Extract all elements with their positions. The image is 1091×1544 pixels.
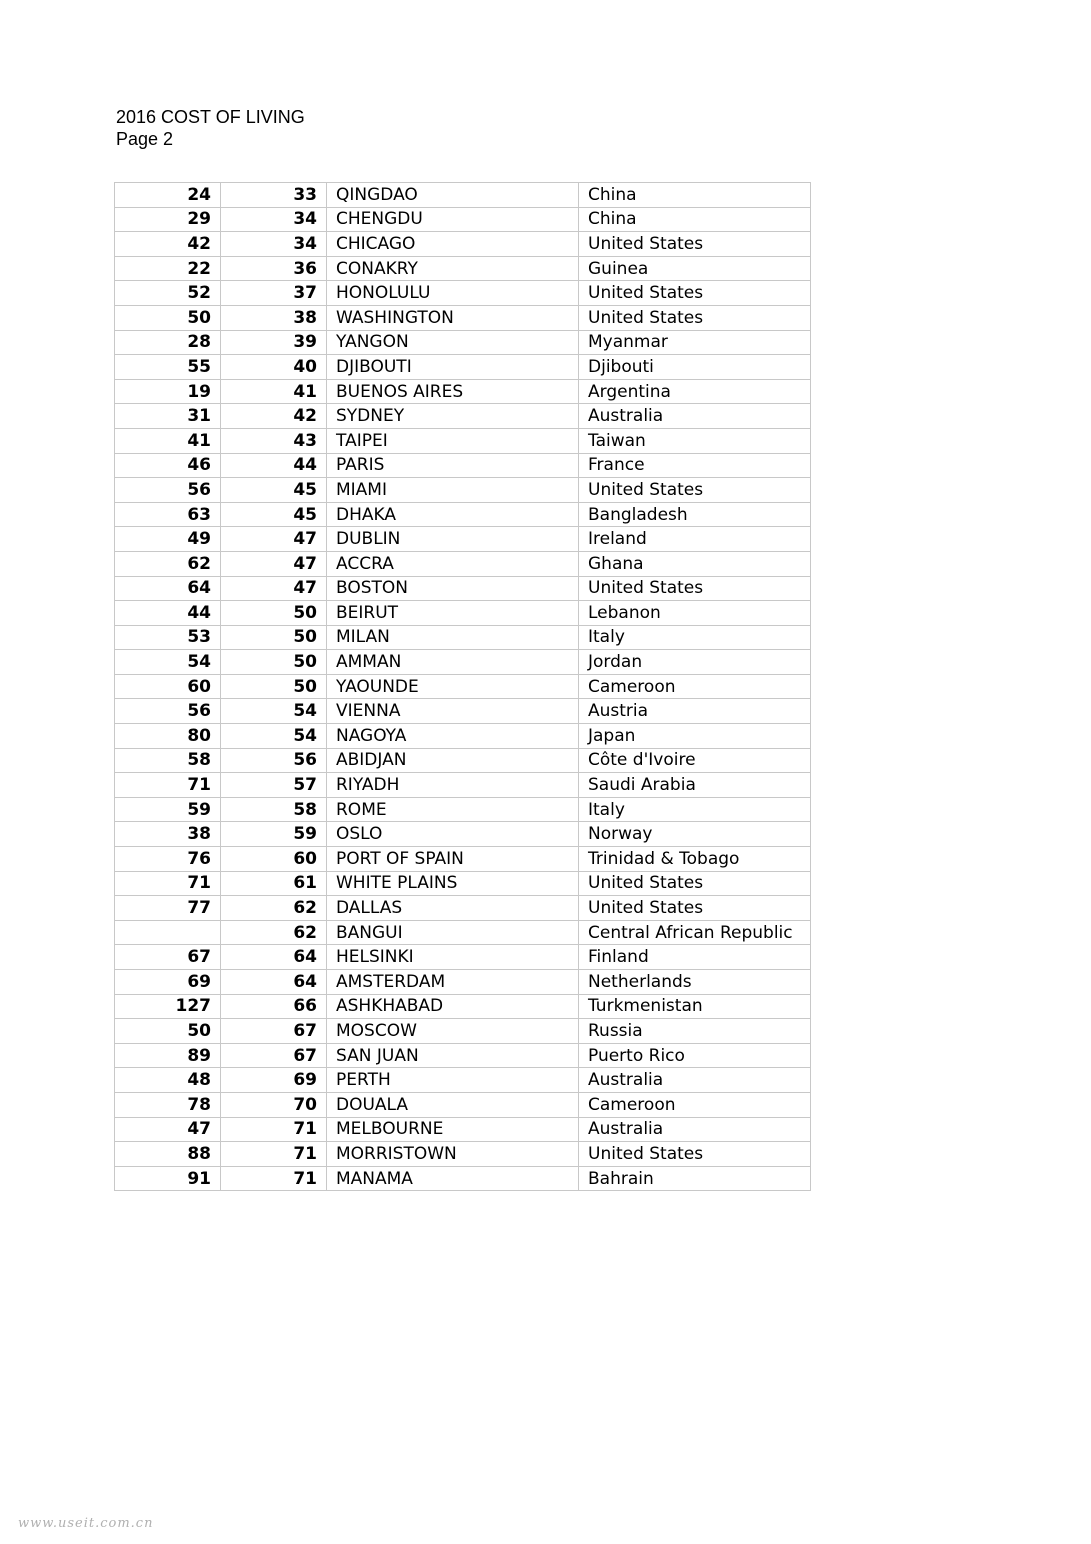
table-row (115, 330, 811, 355)
rank-cell: 50 (221, 674, 327, 699)
page-number: Page 2 (116, 129, 174, 149)
table-row (115, 551, 811, 576)
previous-rank-cell: 71 (115, 871, 221, 896)
previous-rank-cell: 56 (115, 699, 221, 724)
country-cell: Japan (579, 724, 811, 749)
country-cell: Bangladesh (579, 502, 811, 527)
previous-rank-cell: 63 (115, 502, 221, 527)
previous-rank-cell: 89 (115, 1043, 221, 1068)
city-cell: MILAN (327, 625, 579, 650)
city-cell: ASHKHABAD (327, 994, 579, 1019)
table-row (115, 773, 811, 798)
country-cell: United States (579, 305, 811, 330)
rank-cell: 69 (221, 1068, 327, 1093)
rank-cell: 71 (221, 1142, 327, 1167)
rank-cell: 61 (221, 871, 327, 896)
city-cell: AMSTERDAM (327, 970, 579, 995)
table-row (115, 650, 811, 675)
table-row (115, 256, 811, 281)
previous-rank-cell: 78 (115, 1092, 221, 1117)
table-row (115, 970, 811, 995)
country-cell: Finland (579, 945, 811, 970)
rank-cell: 47 (221, 527, 327, 552)
previous-rank-cell: 71 (115, 773, 221, 798)
city-cell: CHICAGO (327, 232, 579, 257)
country-cell: Ghana (579, 551, 811, 576)
country-cell: Puerto Rico (579, 1043, 811, 1068)
country-cell: Cameroon (579, 1092, 811, 1117)
previous-rank-cell: 31 (115, 404, 221, 429)
table-body (115, 183, 811, 1191)
rank-cell: 54 (221, 724, 327, 749)
table-row (115, 847, 811, 872)
country-cell: Bahrain (579, 1166, 811, 1191)
previous-rank-cell: 42 (115, 232, 221, 257)
city-cell: TAIPEI (327, 428, 579, 453)
previous-rank-cell: 88 (115, 1142, 221, 1167)
rank-cell: 62 (221, 896, 327, 921)
country-cell: Taiwan (579, 428, 811, 453)
country-cell: Italy (579, 625, 811, 650)
table-row (115, 502, 811, 527)
country-cell: United States (579, 896, 811, 921)
rank-cell: 36 (221, 256, 327, 281)
table-row (115, 1142, 811, 1167)
country-cell: Trinidad & Tobago (579, 847, 811, 872)
city-cell: RIYADH (327, 773, 579, 798)
city-cell: BOSTON (327, 576, 579, 601)
table-row (115, 871, 811, 896)
city-cell: HELSINKI (327, 945, 579, 970)
previous-rank-cell: 76 (115, 847, 221, 872)
country-cell: United States (579, 576, 811, 601)
previous-rank-cell: 62 (115, 551, 221, 576)
previous-rank-cell: 44 (115, 601, 221, 626)
previous-rank-cell: 47 (115, 1117, 221, 1142)
previous-rank-cell: 54 (115, 650, 221, 675)
rank-cell: 67 (221, 1019, 327, 1044)
table-row (115, 379, 811, 404)
rank-cell: 60 (221, 847, 327, 872)
table-row (115, 822, 811, 847)
country-cell: Myanmar (579, 330, 811, 355)
rank-cell: 71 (221, 1166, 327, 1191)
previous-rank-cell: 46 (115, 453, 221, 478)
table-row (115, 404, 811, 429)
table-row (115, 453, 811, 478)
rank-cell: 66 (221, 994, 327, 1019)
rank-cell: 47 (221, 551, 327, 576)
previous-rank-cell: 49 (115, 527, 221, 552)
country-cell: Turkmenistan (579, 994, 811, 1019)
rank-cell: 57 (221, 773, 327, 798)
previous-rank-cell: 77 (115, 896, 221, 921)
table-row (115, 183, 811, 208)
previous-rank-cell: 28 (115, 330, 221, 355)
table-row (115, 1019, 811, 1044)
rank-cell: 70 (221, 1092, 327, 1117)
previous-rank-cell: 127 (115, 994, 221, 1019)
city-cell: NAGOYA (327, 724, 579, 749)
previous-rank-cell: 38 (115, 822, 221, 847)
rank-cell: 34 (221, 232, 327, 257)
table-row (115, 1117, 811, 1142)
city-cell: DUBLIN (327, 527, 579, 552)
previous-rank-cell: 48 (115, 1068, 221, 1093)
city-cell: YANGON (327, 330, 579, 355)
table-row (115, 945, 811, 970)
previous-rank-cell: 56 (115, 478, 221, 503)
rank-cell: 44 (221, 453, 327, 478)
previous-rank-cell: 41 (115, 428, 221, 453)
city-cell: MANAMA (327, 1166, 579, 1191)
table-row (115, 1043, 811, 1068)
country-cell: Russia (579, 1019, 811, 1044)
previous-rank-cell: 50 (115, 1019, 221, 1044)
city-cell: BANGUI (327, 920, 579, 945)
table-row (115, 527, 811, 552)
city-cell: ACCRA (327, 551, 579, 576)
country-cell: China (579, 183, 811, 208)
country-cell: Djibouti (579, 355, 811, 380)
table-row (115, 674, 811, 699)
city-cell: HONOLULU (327, 281, 579, 306)
document-title: 2016 COST OF LIVING (116, 107, 305, 127)
table-row (115, 576, 811, 601)
rank-cell: 39 (221, 330, 327, 355)
table-row (115, 748, 811, 773)
table-row (115, 281, 811, 306)
previous-rank-cell: 19 (115, 379, 221, 404)
city-cell: OSLO (327, 822, 579, 847)
country-cell: Côte d'Ivoire (579, 748, 811, 773)
country-cell: United States (579, 281, 811, 306)
city-cell: ROME (327, 797, 579, 822)
city-cell: WASHINGTON (327, 305, 579, 330)
rank-cell: 47 (221, 576, 327, 601)
previous-rank-cell: 29 (115, 207, 221, 232)
previous-rank-cell: 80 (115, 724, 221, 749)
table-row (115, 699, 811, 724)
rank-cell: 45 (221, 502, 327, 527)
city-cell: DJIBOUTI (327, 355, 579, 380)
city-cell: MOSCOW (327, 1019, 579, 1044)
country-cell: Norway (579, 822, 811, 847)
document-header (116, 106, 305, 150)
rank-cell: 56 (221, 748, 327, 773)
city-cell: MORRISTOWN (327, 1142, 579, 1167)
table-row (115, 797, 811, 822)
city-cell: PARIS (327, 453, 579, 478)
country-cell: Guinea (579, 256, 811, 281)
table-row (115, 896, 811, 921)
rank-cell: 64 (221, 945, 327, 970)
cost-of-living-table (114, 182, 811, 1191)
country-cell: Jordan (579, 650, 811, 675)
previous-rank-cell: 50 (115, 305, 221, 330)
table-row (115, 625, 811, 650)
city-cell: AMMAN (327, 650, 579, 675)
rank-cell: 58 (221, 797, 327, 822)
previous-rank-cell (115, 920, 221, 945)
table-row (115, 428, 811, 453)
city-cell: BEIRUT (327, 601, 579, 626)
rank-cell: 54 (221, 699, 327, 724)
rank-cell: 50 (221, 601, 327, 626)
rank-cell: 62 (221, 920, 327, 945)
country-cell: Saudi Arabia (579, 773, 811, 798)
city-cell: MIAMI (327, 478, 579, 503)
previous-rank-cell: 60 (115, 674, 221, 699)
table-row (115, 232, 811, 257)
city-cell: BUENOS AIRES (327, 379, 579, 404)
rank-cell: 34 (221, 207, 327, 232)
country-cell: Cameroon (579, 674, 811, 699)
city-cell: YAOUNDE (327, 674, 579, 699)
country-cell: Italy (579, 797, 811, 822)
city-cell: DOUALA (327, 1092, 579, 1117)
country-cell: Netherlands (579, 970, 811, 995)
city-cell: WHITE PLAINS (327, 871, 579, 896)
country-cell: Ireland (579, 527, 811, 552)
table-row (115, 305, 811, 330)
rank-cell: 42 (221, 404, 327, 429)
city-cell: QINGDAO (327, 183, 579, 208)
city-cell: CONAKRY (327, 256, 579, 281)
rank-cell: 37 (221, 281, 327, 306)
rank-cell: 50 (221, 650, 327, 675)
rank-cell: 38 (221, 305, 327, 330)
country-cell: United States (579, 478, 811, 503)
previous-rank-cell: 91 (115, 1166, 221, 1191)
city-cell: PORT OF SPAIN (327, 847, 579, 872)
table-row (115, 1092, 811, 1117)
city-cell: ABIDJAN (327, 748, 579, 773)
rank-cell: 40 (221, 355, 327, 380)
table-row (115, 724, 811, 749)
country-cell: Central African Republic (579, 920, 811, 945)
rank-cell: 45 (221, 478, 327, 503)
country-cell: Lebanon (579, 601, 811, 626)
country-cell: France (579, 453, 811, 478)
rank-cell: 71 (221, 1117, 327, 1142)
rank-cell: 59 (221, 822, 327, 847)
table-row (115, 1166, 811, 1191)
city-cell: SAN JUAN (327, 1043, 579, 1068)
previous-rank-cell: 55 (115, 355, 221, 380)
country-cell: United States (579, 232, 811, 257)
previous-rank-cell: 59 (115, 797, 221, 822)
country-cell: United States (579, 871, 811, 896)
rank-cell: 67 (221, 1043, 327, 1068)
previous-rank-cell: 58 (115, 748, 221, 773)
rank-cell: 50 (221, 625, 327, 650)
table-row (115, 994, 811, 1019)
country-cell: China (579, 207, 811, 232)
previous-rank-cell: 52 (115, 281, 221, 306)
city-cell: DALLAS (327, 896, 579, 921)
previous-rank-cell: 69 (115, 970, 221, 995)
country-cell: Australia (579, 1068, 811, 1093)
city-cell: PERTH (327, 1068, 579, 1093)
rank-cell: 64 (221, 970, 327, 995)
rank-cell: 41 (221, 379, 327, 404)
table-row (115, 355, 811, 380)
table-row (115, 601, 811, 626)
rank-cell: 43 (221, 428, 327, 453)
country-cell: United States (579, 1142, 811, 1167)
country-cell: Australia (579, 1117, 811, 1142)
table-row (115, 207, 811, 232)
city-cell: MELBOURNE (327, 1117, 579, 1142)
city-cell: DHAKA (327, 502, 579, 527)
previous-rank-cell: 22 (115, 256, 221, 281)
previous-rank-cell: 24 (115, 183, 221, 208)
previous-rank-cell: 53 (115, 625, 221, 650)
country-cell: Australia (579, 404, 811, 429)
table-row (115, 920, 811, 945)
country-cell: Argentina (579, 379, 811, 404)
watermark: www.useit.com.cn (18, 1516, 154, 1531)
city-cell: CHENGDU (327, 207, 579, 232)
city-cell: VIENNA (327, 699, 579, 724)
rank-cell: 33 (221, 183, 327, 208)
country-cell: Austria (579, 699, 811, 724)
previous-rank-cell: 67 (115, 945, 221, 970)
previous-rank-cell: 64 (115, 576, 221, 601)
city-cell: SYDNEY (327, 404, 579, 429)
table-row (115, 1068, 811, 1093)
table-row (115, 478, 811, 503)
